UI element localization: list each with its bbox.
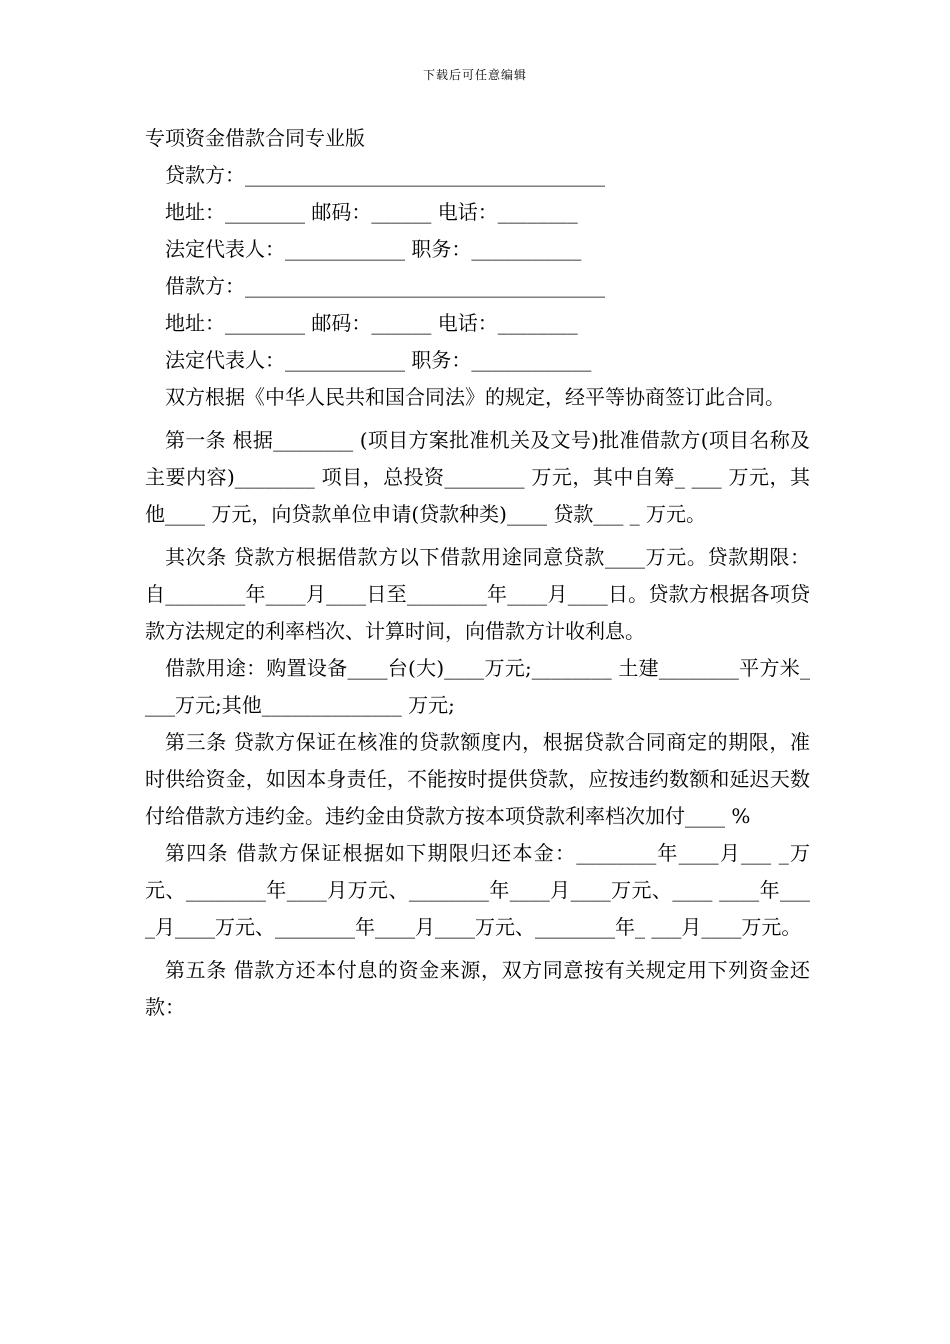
document-title: 专项资金借款合同专业版 — [145, 126, 365, 150]
lender-name-line: 贷款方：____________________________________ — [165, 163, 605, 187]
lender-representative-line: 法定代表人：____________ 职务：___________ — [165, 237, 582, 261]
borrower-address-line: 地址：________ 邮码：______ 电话：________ — [165, 311, 578, 335]
borrower-representative-line: 法定代表人：____________ 职务：____________ — [165, 348, 592, 372]
page-header: 下载后可任意编辑 — [422, 68, 527, 82]
loan-purpose-paragraph: 借款用途：购置设备____台(大)____万元;________ 土建________平方米____万元;其他______________ 万元; — [145, 656, 810, 717]
borrower-name-line: 借款方：____________________________________ — [165, 274, 605, 298]
document-body — [145, 120, 810, 1026]
article-1-paragraph: 第一条 根据________ (项目方案批准机关及文号)批准借款方(项目名称及主要内容)________ 项目，总投资________ 万元，其中自筹_ ___ 万元，其他____ 万元，向贷款单位申请(贷款种类)____ 贷款___ _ 万元。 — [145, 428, 810, 526]
article-2-paragraph: 其次条 贷款方根据借款方以下借款用途同意贷款____万元。贷款期限：自________年____月____日至________年____月____日。贷款方根据各项贷款方法规定的利率档次、计算时间，向借款方计收利息。 — [145, 545, 810, 643]
article-5-paragraph: 第五条 借款方还本付息的资金来源，双方同意按有关规定用下列资金还款： — [145, 958, 810, 1019]
preamble-paragraph: 双方根据《中华人民共和国合同法》的规定，经平等协商签订此合同。 — [165, 385, 785, 409]
lender-address-line: 地址：________ 邮码：______ 电话：________ — [165, 200, 578, 224]
article-4-paragraph: 第四条 借款方保证根据如下期限归还本金：________年____月___ _万元、________年____月万元、________年____月____万元、____ ____年____月____万元、________年____月____万元、________年_ ___月____万元。 — [145, 841, 810, 939]
article-3-paragraph: 第三条 贷款方保证在核准的贷款额度内，根据贷款合同商定的期限，准时供给资金，如因本身责任，不能按时提供贷款，应按违约数额和延迟天数付给借款方违约金。违约金由贷款方按本项贷款利率档次加付____ % — [145, 730, 810, 828]
